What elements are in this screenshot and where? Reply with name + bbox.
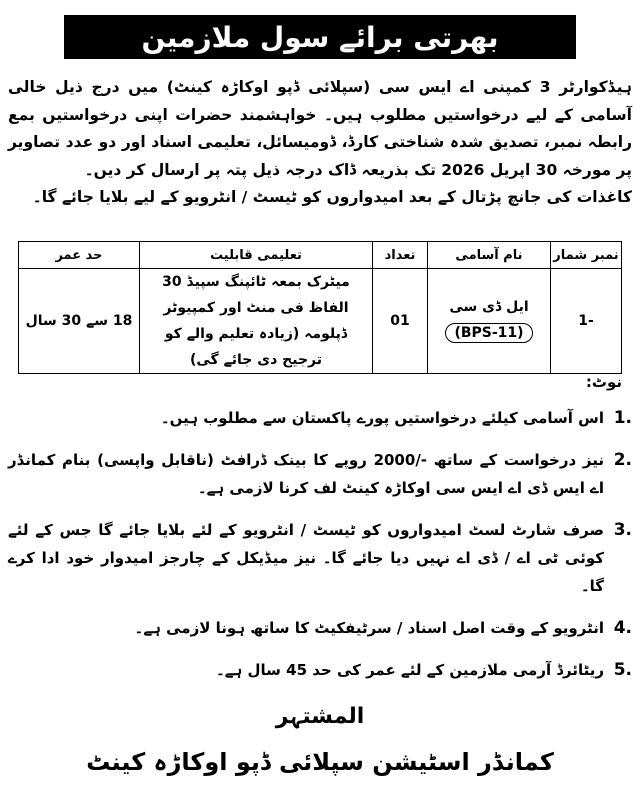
note-item <box>8 656 632 684</box>
note-number: 2. <box>613 450 632 470</box>
note-number: 1. <box>613 408 632 428</box>
note-number: 3. <box>613 520 632 540</box>
qualification-line-2: ڈپلومہ (زیادہ تعلیم والے کو ترجیح دی جائے گی) <box>164 326 348 368</box>
note-text: انٹرویو کے وقت اصل اسناد / سرٹیفکیٹ کا ساتھ ہونا لازمی ہے۔ <box>134 619 604 637</box>
note-item <box>8 404 632 432</box>
note-text: ریٹائرڈ آرمی ملازمین کے لئے عمر کی حد 45 سال ہے۔ <box>215 661 604 679</box>
intro-paragraph-2: کاغذات کی جانچ پڑتال کے بعد امیدواروں کو ٹیسٹ / انٹرویو کے لیے بلایا جائے گا۔ <box>32 188 632 206</box>
col-count-header: تعداد <box>373 242 428 269</box>
col-qualification-header: تعلیمی قابلیت <box>140 242 373 269</box>
col-age-header: حد عمر <box>19 242 140 269</box>
cell-serial: 1- <box>551 269 622 374</box>
qualification-line-1: میٹرک بمعہ ٹائپنگ سپیڈ 30 الفاظ فی منٹ اور کمپیوٹر <box>162 274 350 316</box>
cell-count: 01 <box>373 269 428 374</box>
note-item <box>8 614 632 642</box>
cell-age: 18 سے 30 سال <box>19 269 140 374</box>
table-row <box>19 269 622 374</box>
note-text: صرف شارٹ لسٹ امیدواروں کو ٹیسٹ / انٹرویو کے لئے بلایا جائے گا جس کے لئے کوئی ٹی اے / ڈی اے نہیں دیا جائے گا۔ نیز میڈیکل کے چارجز امیدوار خود ادا کرے گا۔ <box>8 521 604 595</box>
table-header-row <box>19 242 622 269</box>
notes-list <box>8 404 632 698</box>
note-number: 4. <box>613 618 632 638</box>
col-serial-header: نمبر شمار <box>551 242 622 269</box>
advertiser-heading: المشتہر <box>275 704 365 729</box>
cell-qualification <box>140 269 373 374</box>
post-bps-badge: (BPS-11) <box>445 323 532 343</box>
advertiser-name: کمانڈر اسٹیشن سپلائی ڈپو اوکاڑہ کینٹ <box>86 748 554 776</box>
col-post-header: نام آسامی <box>428 242 551 269</box>
vacancy-table <box>18 241 622 374</box>
note-number: 5. <box>613 660 632 680</box>
note-item <box>8 516 632 600</box>
intro-text <box>8 74 632 212</box>
note-text: نیز درخواست کے ساتھ -/2000 روپے کا بینک ڈرافٹ (ناقابل واپسی) بنام کمانڈر اے ایس ڈی اے ایس سی اوکاڑہ کینٹ لف کرنا لازمی ہے۔ <box>8 451 605 497</box>
note-text: اس آسامی کیلئے درخواستیں پورے پاکستان سے مطلوب ہیں۔ <box>160 409 604 427</box>
page-title: بھرتی برائے سول ملازمین <box>64 15 576 59</box>
note-item <box>8 446 632 502</box>
intro-paragraph-1: ہیڈکوارٹر 3 کمپنی اے ایس سی (سپلائی ڈپو اوکاڑہ کینٹ) میں درج ذیل خالی آسامی کے لیے درخواستیں مطلوب ہیں۔ خواہشمند حضرات اپنی درخواستیں بمع رابطہ نمبر، تصدیق شدہ شناختی کارڈ، ڈومیسائل، تعلیمی اسناد اور دو عدد تصاویر پر مورخہ 30 اپریل 2026 تک بذریعہ ڈاک درجہ ذیل پتہ پر ارسال کر دیں۔ <box>8 78 632 179</box>
notes-heading: نوٹ: <box>585 373 622 391</box>
post-name: ایل ڈی سی <box>449 299 529 315</box>
cell-post <box>428 269 551 374</box>
